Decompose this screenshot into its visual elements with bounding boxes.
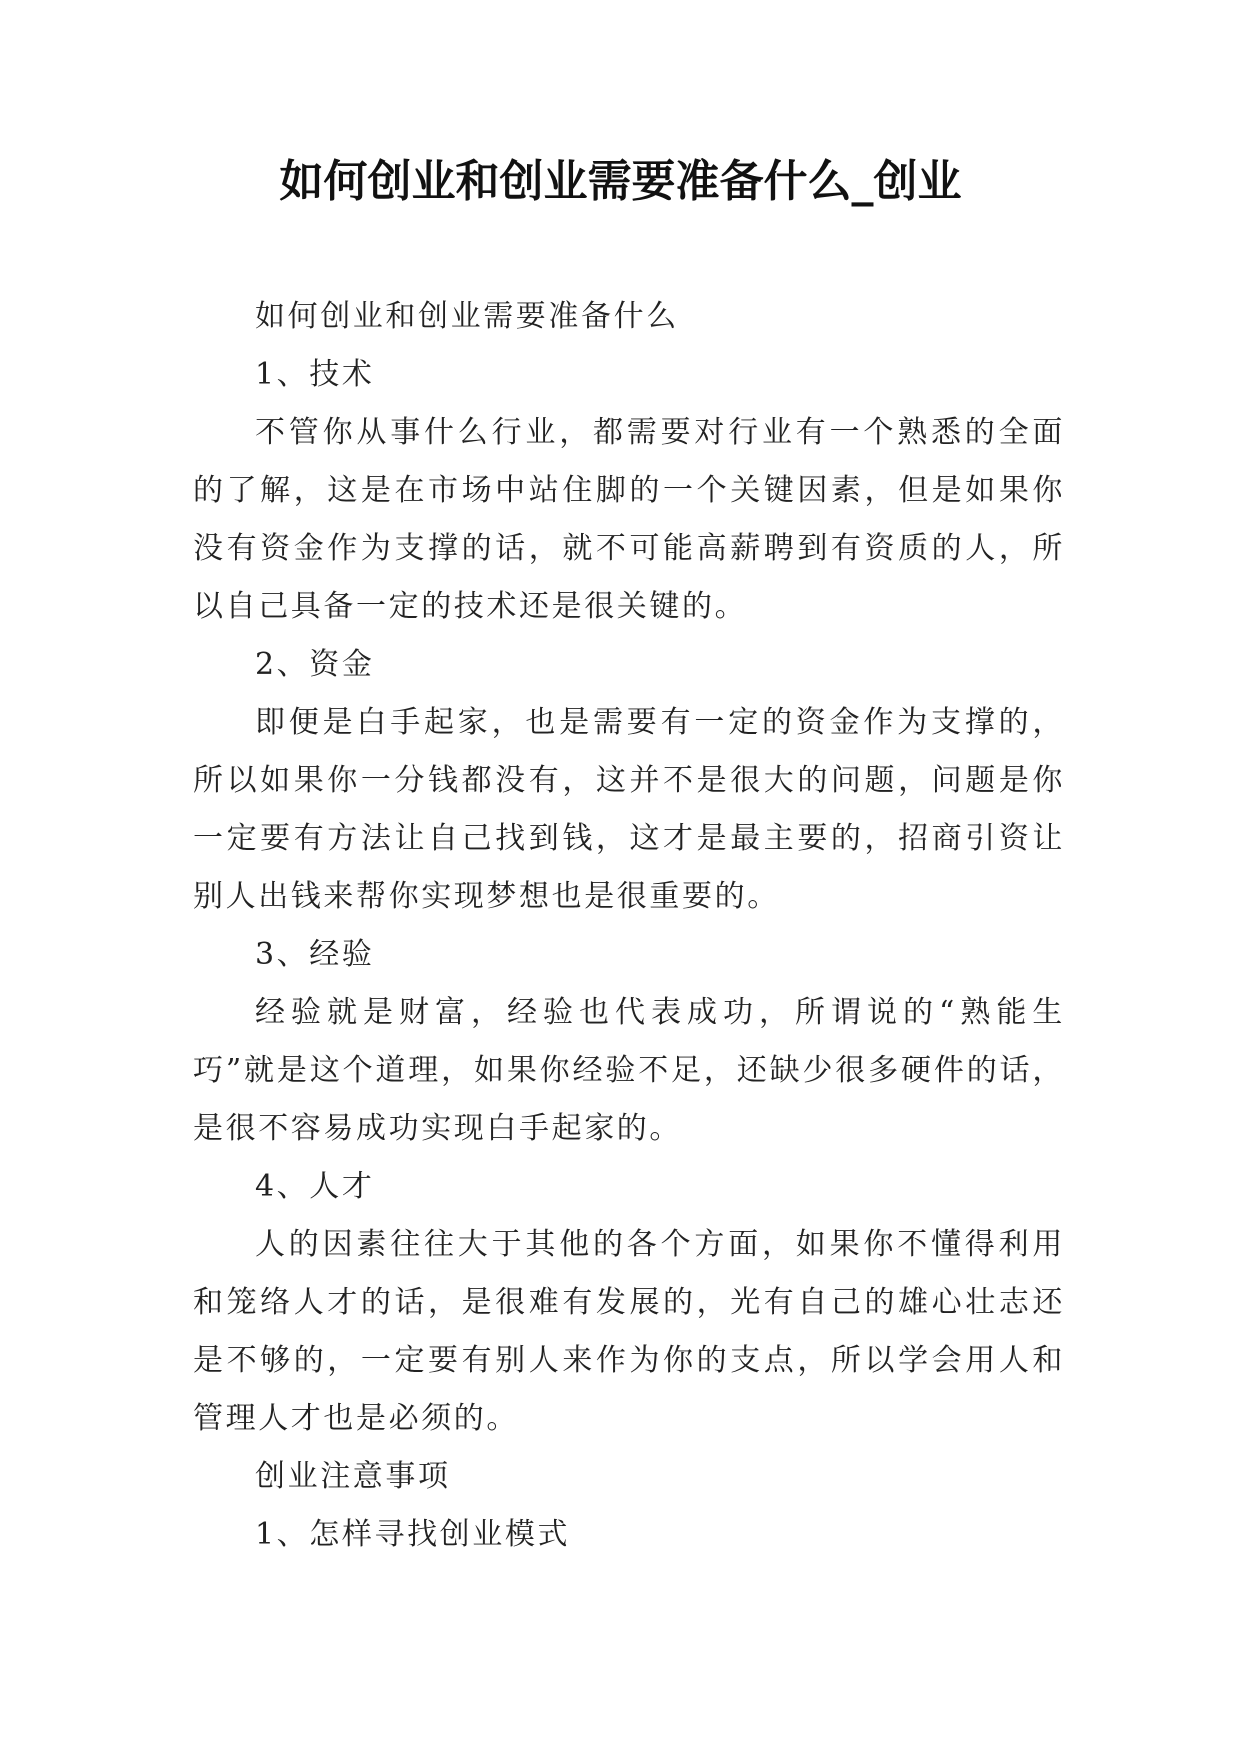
- heading-find-model: 1、怎样寻找创业模式: [255, 1517, 571, 1552]
- heading-experience: 3、经验: [255, 937, 375, 972]
- document-body: [193, 288, 1065, 1564]
- heading-funding: 2、资金: [255, 647, 375, 682]
- heading-technology: 1、技术: [255, 357, 375, 392]
- heading-talent: 4、人才: [255, 1169, 375, 1204]
- paragraph-technology: 不管你从事什么行业，都需要对行业有一个熟悉的全面的了解，这是在市场中站住脚的一个关键因素，但是如果你没有资金作为支撑的话，就不可能高薪聘到有资质的人，所以自己具备一定的技术还是很关键的。: [193, 415, 1065, 624]
- heading-precautions: 创业注意事项: [255, 1459, 451, 1494]
- document-title: 如何创业和创业需要准备什么_创业: [279, 156, 962, 207]
- paragraph-intro: 如何创业和创业需要准备什么: [255, 299, 679, 334]
- paragraph-funding: 即便是白手起家，也是需要有一定的资金作为支撑的，所以如果你一分钱都没有，这并不是很大的问题，问题是你一定要有方法让自己找到钱，这才是最主要的，招商引资让别人出钱来帮你实现梦想也是很重要的。: [193, 705, 1065, 914]
- paragraph-talent: 人的因素往往大于其他的各个方面，如果你不懂得利用和笼络人才的话，是很难有发展的，光有自己的雄心壮志还是不够的，一定要有别人来作为你的支点，所以学会用人和管理人才也是必须的。: [193, 1227, 1065, 1436]
- paragraph-experience: 经验就是财富，经验也代表成功，所谓说的“熟能生巧”就是这个道理，如果你经验不足，还缺少很多硬件的话，是很不容易成功实现白手起家的。: [193, 995, 1065, 1146]
